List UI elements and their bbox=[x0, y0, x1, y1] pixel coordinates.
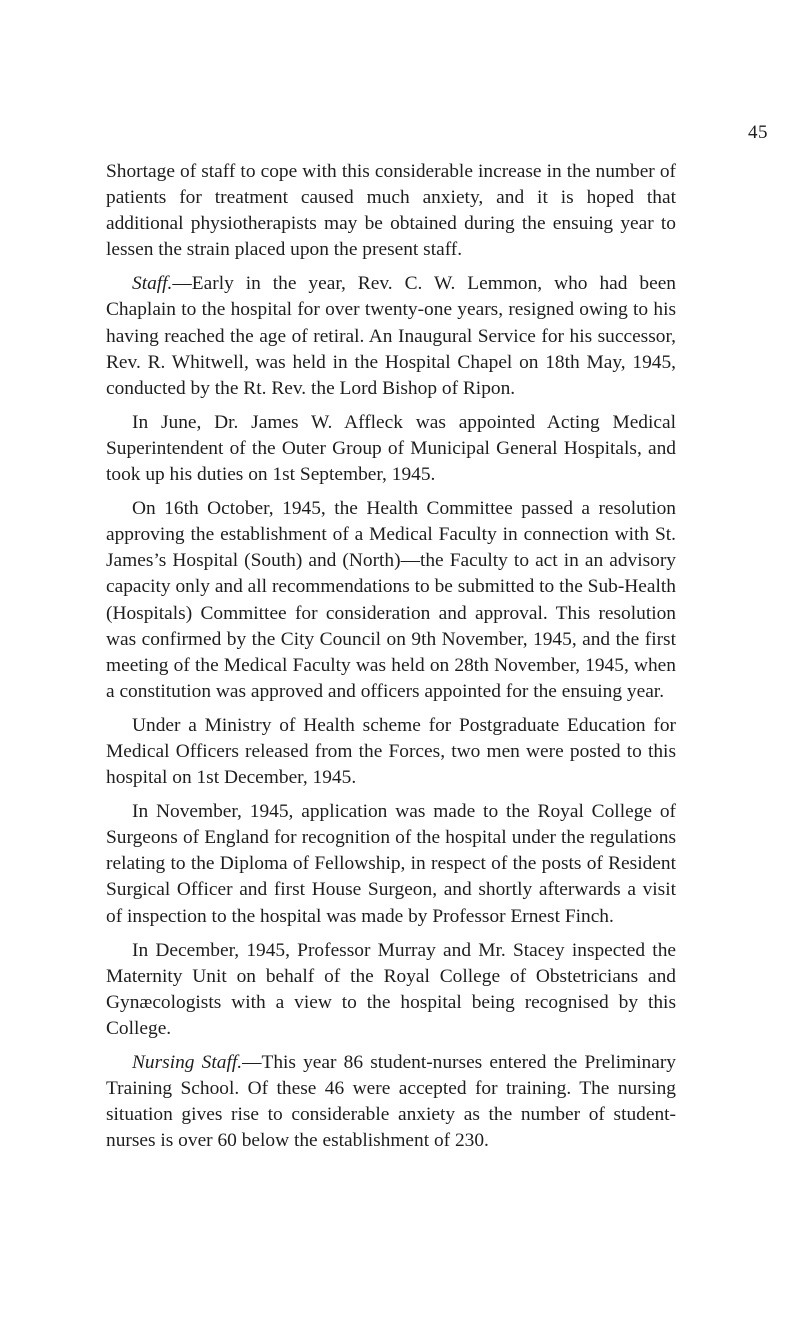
section-heading-staff: Staff. bbox=[132, 273, 173, 295]
paragraph-medical-faculty bbox=[106, 496, 676, 705]
paragraph-text: In June, Dr. James W. Affleck was appointed Acting Medical Superintendent of the Outer Group of Municipal General Hospitals, and took up his duties on 1st September, 1945. bbox=[106, 411, 676, 486]
paragraph-royal-college-surgeons bbox=[106, 799, 676, 929]
paragraph-text: Under a Ministry of Health scheme for Postgraduate Education for Medical Officers released from the Forces, two men were posted to this hospital on 1st December, 1945. bbox=[106, 714, 676, 789]
paragraph-text: Shortage of staff to cope with this considerable increase in the number of patients for treatment caused much anxiety, and it is hoped that additional physiotherapists may be obtained during the ensuing year to lessen the strain placed upon the present staff. bbox=[106, 161, 676, 261]
paragraph-maternity-unit bbox=[106, 938, 676, 1042]
paragraph-medical-superintendent bbox=[106, 410, 676, 488]
paragraph-nursing-staff bbox=[106, 1050, 676, 1154]
section-heading-nursing-staff: Nursing Staff. bbox=[132, 1052, 243, 1073]
body-text bbox=[106, 159, 676, 1162]
paragraph-postgraduate-education bbox=[106, 713, 676, 791]
paragraph-text: In December, 1945, Professor Murray and Mr. Stacey inspected the Maternity Unit on behalf of the Royal College of Obstetricians and Gynæcologists with a view to the hospital being recognised by this College. bbox=[106, 939, 676, 1039]
paragraph-staff bbox=[106, 271, 676, 401]
paragraph-text: In November, 1945, application was made to the Royal College of Surgeons of England for recognition of the hospital under the regulations relating to the Diploma of Fellowship, in respect of the posts of Resident Surgical Officer and first House Surgeon, and shortly afterwards a visit of inspection to the hospital was made by Professor Ernest Finch. bbox=[106, 801, 676, 927]
paragraph-text: —Early in the year, Rev. C. W. Lemmon, who had been Chaplain to the hospital for over twenty-one years, resigned owing to his having reached the age of retiral. An Inaugural Service for his successor, Rev. R. Whitwell, was held in the Hospital Chapel on 18th May, 1945, conducted by the Rt. Rev. the Lord Bishop of Ripon. bbox=[106, 273, 676, 399]
page-number: 45 bbox=[748, 122, 768, 143]
paragraph-text: On 16th October, 1945, the Health Committee passed a resolution approving the establishment of a Medical Faculty in connection with St. James’s Hospital (South) and (North)—the Faculty to act in an advisory capacity only and all recommendations to be submitted to the Sub-Health (Hospitals) Committee for consideration and approval. This resolution was confirmed by the City Council on 9th November, 1945, and the first meeting of the Medical Faculty was held on 28th November, 1945, when a constitution was approved and officers appointed for the ensuing year. bbox=[106, 498, 676, 702]
paragraph-text: —This year 86 student-nurses entered the Preliminary Training School. Of these 46 were accepted for training. The nursing situation gives rise to considerable anxiety as the number of student-nurses is over 60 below the establishment of 230. bbox=[106, 1052, 677, 1152]
paragraph-staff-shortage bbox=[106, 159, 676, 263]
